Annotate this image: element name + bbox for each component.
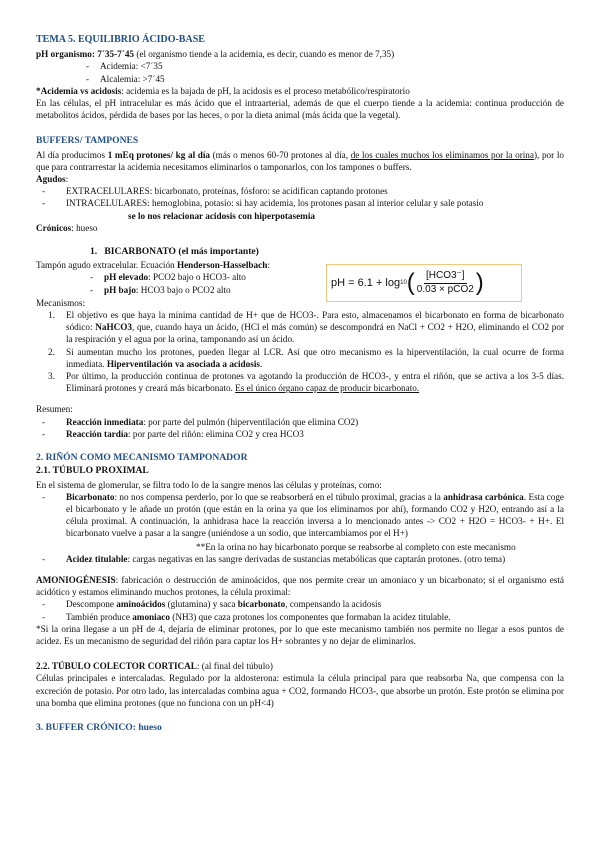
list-item: - Reacción inmediata: por parte del pulmón (hiperventilación que elimina CO2) — [36, 416, 564, 428]
buffers-heading: BUFFERS/ TAMPONES — [36, 135, 139, 147]
bicarbonato-heading: 1. BICARBONATO (el más importante) — [90, 246, 259, 258]
tampon-line: Tampón agudo extracelular. Ecuación Henderson-Hasselbach: — [36, 260, 270, 271]
ph-desc: (el organismo tiende a la acidemia, es decir, cuando es menor de 7,35) — [134, 49, 395, 60]
hiperpotasemia-note: se lo nos relacionar acidosis con hiperpotasemia — [128, 210, 315, 221]
resumen-label: Resumen: — [36, 404, 73, 415]
tubulo-colector-paragraph: Células principales e intercaladas. Regulado por la aldosterona: estimula la célula principal para que reabsorba Na, que compensa con la excreción de potasio. Por otro lado, las intercaladas combina agua + CO2, formando HCO3-, que absorbe un protón. Este protón se elimina por una bomba que elimina protones (que no funciona con un pH<4) — [36, 673, 564, 708]
acidemia-note: *Acidemia vs acidosis: acidemia es la bajada de pH, la acidosis es el proceso metabólico/respiratorio — [36, 85, 410, 96]
tubulo-proximal-heading: 2.1. TÚBULO PROXIMAL — [36, 465, 149, 477]
ph-label: pH organismo — [36, 49, 92, 60]
formula-fraction: [HCO3⁻] 0.03 × pCO2 — [416, 270, 474, 295]
amoniogenesis-paragraph: AMONIOGÉNESIS: fabricación o destrucción de aminoácidos, que nos permite crear un amoniaco y un bicarbonato; si el organismo está acidótico y estamos eliminando muchos protones, la célula proximal: — [36, 574, 564, 598]
rinon-paragraph: En el sistema de glomerular, se filtra todo lo de la sangre menos las células y proteínas, como: — [36, 479, 382, 490]
list-item: - Descompone aminoácidos (glutamina) y saca bicarbonato, compensando la acidosis — [36, 598, 564, 610]
mecanismos-label: Mecanismos: — [36, 297, 85, 308]
list-item: 1. El objetivo es que haya la mínima cantidad de H+ que de HCO3-. Para esto, almacenamos el bicarbonato en forma de bicarbonato sódico: NaHCO3, que, cuando haya un ácido, (HCl el más común) se descompondrá en NaCl + CO2 + H2O, eliminando el CO2 por la respiración y el agua por la orina, tamponando así un ácido. — [48, 310, 565, 345]
ph-list — [36, 60, 564, 84]
agudos-label: Agudos: — [36, 174, 69, 185]
buffer-cronico-heading: 3. BUFFER CRÓNICO: hueso — [36, 721, 162, 733]
amoniogenesis-note: *Si la orina llegase a un pH de 4, dejaría de eliminar protones, por lo que este mecanismo también nos permite no llegar a esos puntos de acidez. Es un mecanismo de seguridad del riñón para captar los H+ sobrantes y no dejar de eliminarlos. — [36, 623, 564, 646]
list-item: - Acidemia: <7´35 — [86, 60, 564, 72]
list-item: 2. Si aumentan mucho los protones, pueden llegar al LCR. Así que otro mecanismo es la hiperventilación, la cual ocurre de forma inmediata. Hiperventilación va asociada a acidosis. — [48, 346, 564, 369]
bicarb-note: **En la orina no hay bicarbonato porque se reabsorbe al completo con este mecanismo — [196, 541, 516, 552]
list-item: - Alcalemia: >7´45 — [86, 73, 564, 85]
agudos-list — [36, 185, 564, 209]
paren-close: ) — [475, 269, 484, 296]
amoniogenesis-list — [36, 598, 564, 622]
list-item: - EXTRACELULARES: bicarbonato, proteínas, fósforo: se acidifican captando protones — [36, 185, 564, 197]
resumen-list — [36, 416, 564, 440]
page-title: TEMA 5. EQUILIBRIO ÁCIDO-BASE — [36, 34, 205, 45]
paren-open: ( — [406, 269, 415, 296]
cronicos-line: Crónicos: hueso — [36, 222, 98, 233]
ph-line — [36, 48, 564, 60]
list-item: - pH bajo: HCO3 bajo o PCO2 alto — [90, 284, 564, 296]
mecanismos-list — [36, 309, 564, 394]
ph-value: : 7´35-7´45 — [91, 49, 135, 60]
ph-paragraph: En las células, el pH intracelular es más ácido que el intraarterial, además de que el cuerpo tiende a la acidemia: continua producción de metabolitos ácidos, pérdida de bases por las heces, o por la dieta animal (más ácida que la vegetal). — [36, 98, 564, 121]
tubulo-colector-heading: 2.2. TÚBULO COLECTOR CORTICAL: (al final del túbulo) — [36, 661, 273, 672]
rinon-list — [36, 491, 564, 565]
list-item: - pH elevado: PCO2 bajo o HCO3- alto — [90, 271, 564, 283]
list-item: - INTRACELULARES: hemoglobina, potasio: si hay acidemia, los protones pasan al interior celular y sale potasio — [36, 197, 564, 209]
list-item: - Acidez titulable: cargas negativas en las sangre derivadas de sustancias metabólicas que captarán protones. (otro tema) — [36, 553, 564, 565]
list-item: 3. Por último, la producción continua de protones va agotando la producción de HCO3-, y entra el riñón, que se activa a los 3-5 días. Eliminará protones y creará más bicarbonato. Es el único órgano capaz de producir bicarbonato. — [48, 371, 564, 394]
rinon-heading: 2. RIÑÓN COMO MECANISMO TAMPONADOR — [36, 452, 248, 464]
list-item: - Reacción tardía: por parte del riñón: elimina CO2 y crea HCO3 — [36, 428, 564, 440]
list-item: - Bicarbonato: no nos compensa perderlo, por lo que se reabsorberá en el túbulo proximal, gracias a la anhidrasa carbónica. Esta coge el bicarbonato y le añade un protón (que están en la orina ya que los eliminamos por ahí), formando CO2 y H2O, entrando así a la célula proximal. A continuación, la anhidrasa hace la reacción inversa a lo mencionado antes -> CO2 + H2O = HCO3- + H+. El bicarbonato vuelve a pasar a la sangre (uniéndose a un sodio, que intercambiamos por el H+) **En la orina no hay bicarbonato porque se reabsorbe al completo con este mecanismo — [36, 491, 564, 553]
henderson-formula: pH = 6.1 + log 10 ( [HCO3⁻] 0.03 × pCO2 ) — [326, 264, 522, 302]
buffers-paragraph: Al día producimos 1 mEq protones/ kg al día (más o menos 60-70 protones al día, de los cuales muchos los eliminamos por la orina), por lo que para contrarrestar la acidemia necesitamos eliminarlos o tamponarlos, con los tampones o buffers. — [36, 149, 564, 172]
list-item: - También produce amoniaco (NH3) que caza protones los componentes que formaban la acidez titulable. — [36, 611, 564, 623]
